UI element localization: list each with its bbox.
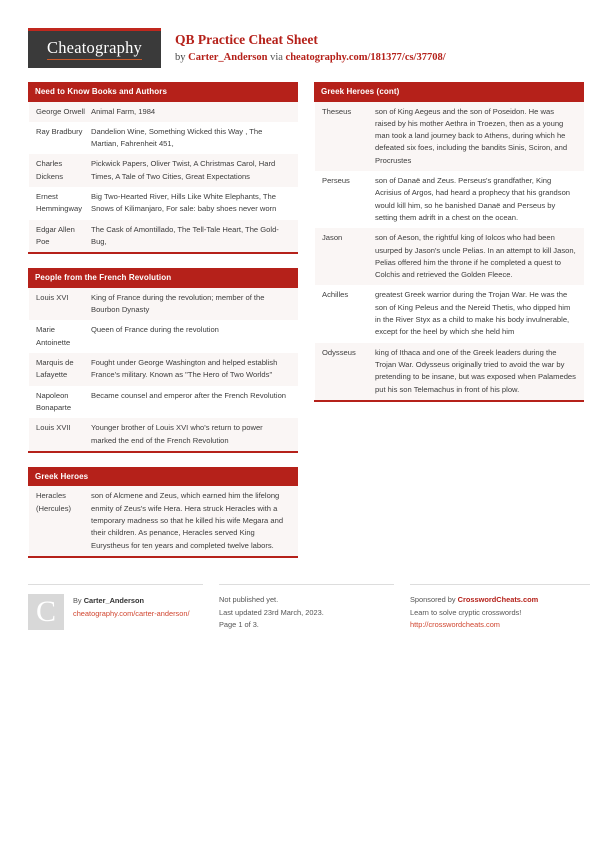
row-value: Pickwick Papers, Oliver Twist, A Christmas Carol, Hard Times, A Tale of Two Cities, Great Expectations [91,159,276,181]
row-value: Younger brother of Louis XVI who's return to power marked the end of the French Revolution [91,423,263,445]
sponsor-name[interactable]: CrosswordCheats.com [457,594,539,604]
footer-byline [73,595,190,608]
row-value: Became counsel and emperor after the French Revolution [91,390,287,400]
row-value: son of Alcmene and Zeus, which earned him the lifelong enmity of Zeus's wife Hera. Hera struck Heracles with a temporary madness so that he killed his wife Megara and their children. As penance, Heracles served King Eurystheus for ten years and completed twelve labors. [91,491,284,550]
table-row [29,353,298,386]
table-row [315,343,584,400]
table-row [315,228,584,285]
block-rows [28,288,298,451]
block-title: Need to Know Books and Authors [28,82,298,102]
table-row [29,154,298,187]
footer-author-name[interactable]: Carter_Anderson [83,595,145,605]
table-row [29,288,298,321]
row-value: son of King Aegeus and the son of Poseidon. He was raised by his mother Aethra in Troezen, then as a young man took a land journey back to Athens, during which he defeated six foes, including the bandits Sinis, Sciron, and Procrustes [375,106,568,165]
byline-author-link[interactable]: Carter_Anderson [188,51,268,63]
left-column [28,82,298,572]
row-value: Animal Farm, 1984 [91,106,156,116]
last-updated: Last updated 23rd March, 2023. [219,607,324,617]
row-value: King of France during the revolution; member of the Bourbon Dynasty [91,292,265,315]
page-footer [0,572,600,632]
row-key: Louis XVII [36,423,71,433]
footer-publish-col [219,584,394,632]
byline-by-label: by [175,51,189,63]
block-rows [28,102,298,253]
table-row [29,320,298,353]
row-key: Charles Dickens [36,159,64,181]
block-title: Greek Heroes [28,467,298,487]
row-key: Ernest Hemmingway [36,192,82,214]
avatar: C [28,594,64,630]
footer-author-text [73,594,190,632]
row-key: Achilles [322,290,349,300]
table-row [29,418,298,451]
row-key: Ray Bradbury [36,126,83,136]
row-value: The Cask of Amontillado, The Tell-Tale Heart, The Gold-Bug, [91,224,279,246]
row-key: Odysseus [322,347,356,357]
block-rows [28,486,298,555]
sponsor-prefix: Sponsored by [410,594,458,604]
footer-by-prefix: By [73,595,84,605]
table-row [29,102,298,122]
row-key: Perseus [322,176,350,186]
sponsor-url-link[interactable]: http://crosswordcheats.com [410,620,500,630]
block-title: People from the French Revolution [28,268,298,288]
page-info: Page 1 of 3. [219,620,259,630]
table-row [29,220,298,253]
row-key: George Orwell [36,106,85,116]
logo-text: Cheatography [47,39,142,59]
footer-author-col [28,584,203,632]
byline-source-url[interactable]: cheatography.com/181377/cs/37708/ [285,51,446,63]
block-title: Greek Heroes (cont) [314,82,584,102]
right-column [314,82,584,572]
block-rows [314,102,584,400]
table-row [315,171,584,228]
row-value: Dandelion Wine, Something Wicked this Way , The Martian, Fahrenheit 451, [91,126,263,149]
byline [175,51,446,65]
byline-via-label: via [267,51,286,63]
block-greek-heroes [28,467,298,558]
block-greek-heroes-cont [314,82,584,402]
row-value: Fought under George Washington and helped establish France's military. Known as "The Hero of Two Worlds" [91,358,278,380]
table-row [29,486,298,555]
publish-status: Not published yet. [219,594,279,604]
table-row [29,122,298,155]
cheatography-logo[interactable] [28,28,161,68]
row-key: Marie Antoinette [36,325,71,347]
row-key: Louis XVI [36,292,69,302]
table-row [315,102,584,171]
block-french-revolution [28,268,298,453]
row-value: king of Ithaca and one of the Greek leaders during the Trojan War. Odysseus originally tried to avoid the war by pretending to be insane, but was exposed when Palamedes put his son Telemachus in front of his plow. [375,347,576,394]
row-key: Napoleon Bonaparte [36,390,72,412]
page-header [0,0,600,68]
row-key: Theseus [322,106,352,116]
table-row [29,187,298,220]
row-value: Queen of France during the revolution [91,325,219,335]
row-value: greatest Greek warrior during the Trojan War. He was the son of King Peleus and the Nereid Thetis, who dipped him in the River Styx as a child to make his body invulnerable, except for the heel by which she held him [375,290,571,337]
block-books-and-authors [28,82,298,254]
footer-profile-link[interactable]: cheatography.com/carter-anderson/ [73,608,190,618]
sponsor-line [410,594,590,607]
row-value: Big Two-Hearted River, Hills Like White Elephants, The Snows of Kilimanjaro, For sale: baby shoes never worn [91,192,277,214]
content-columns [0,68,600,572]
footer-sponsor-col [410,584,590,632]
title-block [175,28,446,64]
row-key: Heracles (Hercules) [36,491,72,513]
row-value: son of Danaë and Zeus. Perseus's grandfather, King Acrisius of Argos, had heard a prophecy that his grandson would kill him, so he banished Danaë and Perseus by setting them adrift in a chest on the ocean. [375,176,571,222]
row-key: Marquis de Lafayette [36,358,74,380]
table-row [29,386,298,419]
sponsor-tagline: Learn to solve cryptic crosswords! [410,607,522,617]
row-key: Edgar Allen Poe [36,224,75,246]
page-title: QB Practice Cheat Sheet [175,32,318,47]
row-key: Jason [322,233,343,243]
table-row [315,285,584,342]
row-value: son of Aeson, the rightful king of Iolcos who had been usurped by Jason's uncle Pelias. In an attempt to kill Jason, Pelias offered him the throne if he completed a quest to Colchis and retrieved the Golden Fleece. [375,233,576,280]
